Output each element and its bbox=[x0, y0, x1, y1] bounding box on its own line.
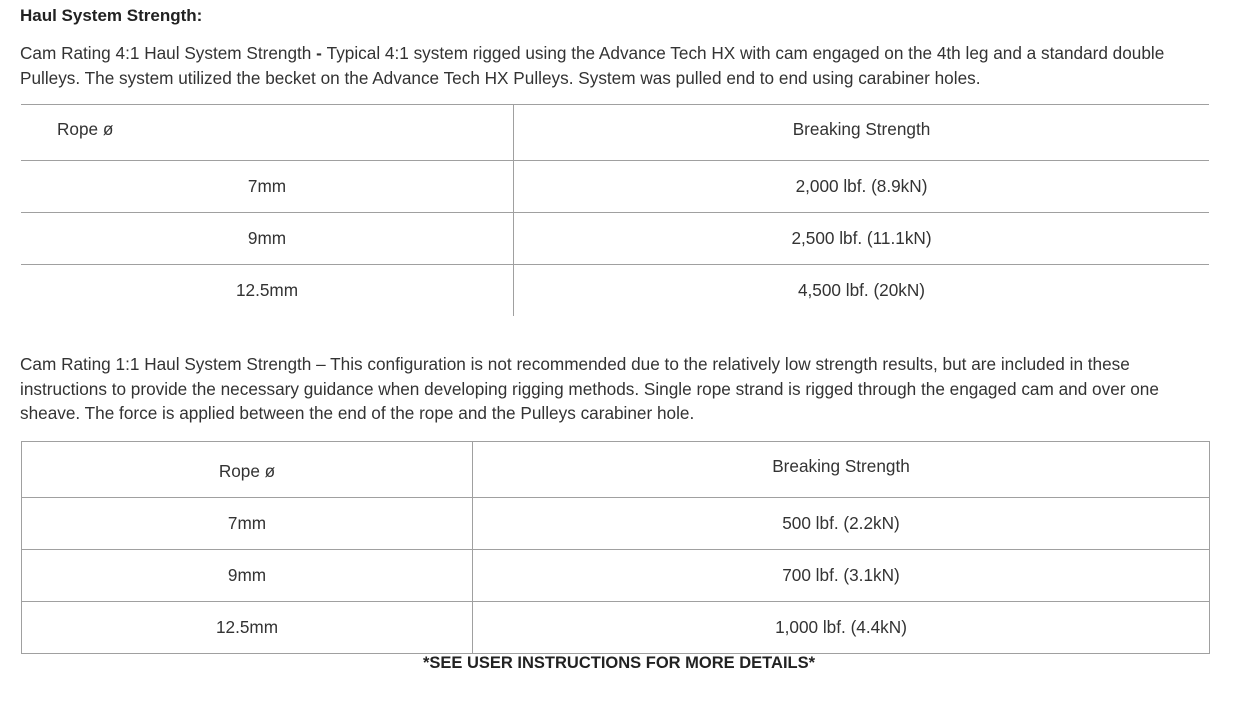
strength-table-4to1 bbox=[21, 104, 1209, 316]
table-header-cell: Rope ø bbox=[21, 105, 514, 161]
table-row bbox=[22, 550, 1210, 602]
table-header-cell: Breaking Strength bbox=[473, 442, 1210, 498]
section1-body: Typical 4:1 system rigged using the Advance Tech HX with cam engaged on the 4th leg and a standard double Pulleys. The system utilized the becket on the Advance Tech HX Pulleys. System was pulled end to end using carabiner holes. bbox=[20, 43, 1165, 88]
table-cell: 2,500 lbf. (11.1kN) bbox=[514, 213, 1210, 265]
table-cell: 7mm bbox=[21, 161, 514, 213]
table-header-row bbox=[21, 105, 1209, 161]
table-header-cell: Rope ø bbox=[22, 442, 473, 498]
table-cell: 1,000 lbf. (4.4kN) bbox=[775, 617, 907, 637]
section1-title: Cam Rating 4:1 Haul System Strength bbox=[20, 43, 312, 63]
table-cell: 500 lbf. (2.2kN) bbox=[473, 498, 1210, 550]
table-header-row bbox=[22, 442, 1210, 498]
table-cell: 700 lbf. (3.1kN) bbox=[473, 550, 1210, 602]
table-header-cell: Breaking Strength bbox=[514, 105, 1210, 161]
section1-separator: - bbox=[311, 43, 327, 63]
table-cell: 12.5mm bbox=[21, 265, 514, 317]
table-cell: 9mm bbox=[21, 213, 514, 265]
user-instructions-note: *SEE USER INSTRUCTIONS FOR MORE DETAILS* bbox=[422, 654, 816, 672]
strength-table-1to1 bbox=[21, 441, 1210, 654]
section2-description: Cam Rating 1:1 Haul System Strength – This configuration is not recommended due to the relatively low strength results, but are included in these instructions to provide the necessary guidance when developing rigging methods. Single rope strand is rigged through the engaged cam and over one sheave. The force is applied between the end of the rope and the Pulleys carabiner hole. bbox=[20, 354, 1159, 423]
table-row bbox=[22, 498, 1210, 550]
table-row bbox=[21, 161, 1209, 213]
table-row bbox=[21, 213, 1209, 265]
page-heading: Haul System Strength: bbox=[20, 6, 203, 25]
table-cell: 12.5mm bbox=[22, 602, 473, 654]
table-cell: 9mm bbox=[22, 550, 473, 602]
table-row bbox=[22, 602, 1210, 654]
table-cell: 7mm bbox=[22, 498, 473, 550]
table-row bbox=[21, 265, 1209, 317]
table-cell: 4,500 lbf. (20kN) bbox=[797, 280, 926, 300]
table-cell: 2,000 lbf. (8.9kN) bbox=[514, 161, 1210, 213]
section1-description bbox=[20, 41, 1220, 90]
